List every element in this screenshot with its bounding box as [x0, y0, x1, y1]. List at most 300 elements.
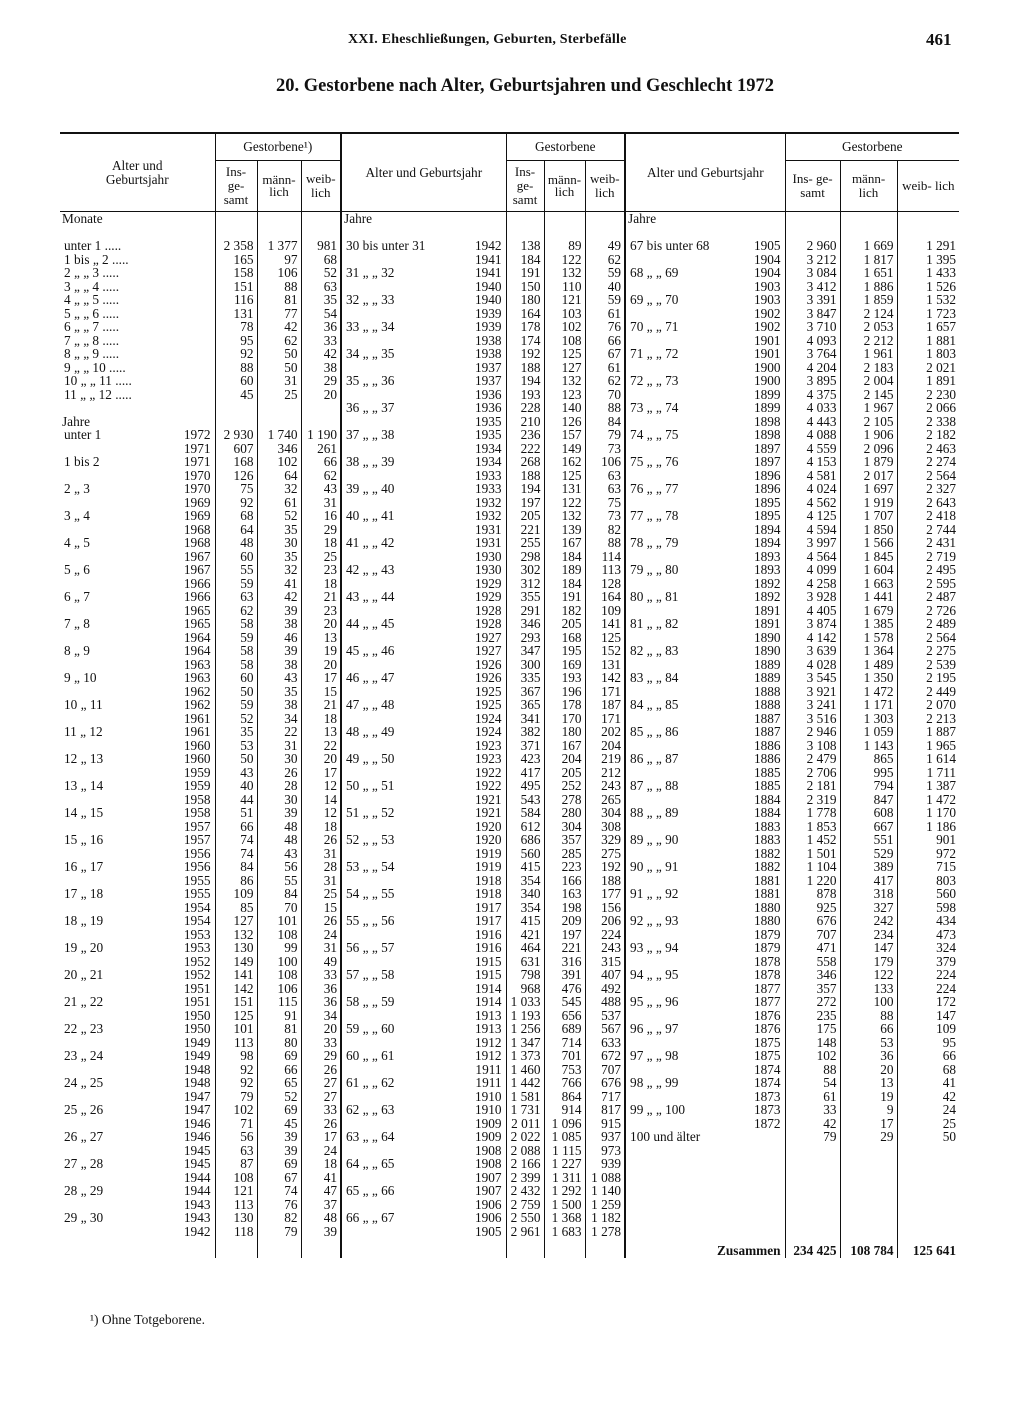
value-maennlich: 122 — [544, 253, 585, 267]
age-label — [625, 901, 740, 915]
value-weiblich: 2 418 — [897, 509, 959, 523]
age-label — [625, 1009, 740, 1023]
table-row — [60, 1049, 959, 1063]
value-maennlich: 1 697 — [840, 482, 897, 496]
value-weiblich: 243 — [585, 941, 625, 955]
age-label — [625, 442, 740, 456]
value-maennlich: 55 — [257, 874, 301, 888]
birth-year: 1937 — [474, 374, 502, 388]
birth-year: 1942 — [183, 1224, 211, 1238]
age-label — [341, 685, 461, 699]
value-weiblich: 31 — [301, 496, 341, 510]
value-weiblich: 1 182 — [585, 1211, 625, 1225]
value-weiblich: 20 — [301, 388, 341, 402]
birth-year: 1932 — [474, 509, 502, 523]
value-insgesamt: 543 — [506, 793, 544, 807]
value-weiblich: 2 463 — [897, 442, 959, 456]
value-insgesamt: 1 033 — [506, 995, 544, 1009]
age-label: 13 „ 14 — [64, 779, 104, 793]
value-insgesamt: 2 946 — [785, 725, 840, 739]
age-label: 7 „ 8 — [64, 617, 90, 631]
age-label — [60, 631, 165, 645]
birth-year: 1888 — [753, 698, 781, 712]
value-weiblich: 2 744 — [897, 523, 959, 537]
age-label — [60, 577, 165, 591]
birth-year: 1904 — [753, 252, 781, 266]
birth-year: 1934 — [474, 455, 502, 469]
value-weiblich: 567 — [585, 1022, 625, 1036]
value-insgesamt: 60 — [215, 550, 257, 564]
value-insgesamt: 2 930 — [215, 428, 257, 442]
value-insgesamt: 221 — [506, 523, 544, 537]
age-label — [60, 658, 165, 672]
birth-year: 1899 — [753, 387, 781, 401]
age-label: 73 „ „ 74 — [625, 401, 740, 415]
table-row — [60, 739, 959, 753]
value-maennlich: 43 — [257, 671, 301, 685]
value-weiblich: 42 — [301, 347, 341, 361]
birth-year: 1877 — [753, 995, 781, 1009]
value-insgesamt: 118 — [215, 1225, 257, 1239]
birth-year: 1922 — [474, 779, 502, 793]
value-weiblich: 171 — [585, 712, 625, 726]
value-weiblich: 1 472 — [897, 793, 959, 807]
birth-year: 1957 — [183, 833, 211, 847]
birth-year: 1893 — [753, 563, 781, 577]
value-weiblich: 473 — [897, 928, 959, 942]
birth-year: 1917 — [474, 914, 502, 928]
value-insgesamt: 59 — [215, 698, 257, 712]
value-maennlich: 2 004 — [840, 374, 897, 388]
table-row — [60, 307, 959, 321]
age-label — [625, 820, 740, 834]
value-maennlich: 1 311 — [544, 1171, 585, 1185]
value-maennlich: 189 — [544, 563, 585, 577]
value-weiblich: 18 — [301, 820, 341, 834]
value-maennlich: 278 — [544, 793, 585, 807]
value-weiblich: 2 431 — [897, 536, 959, 550]
value-insgesamt: 222 — [506, 442, 544, 456]
empty-cell — [840, 1144, 897, 1158]
value-weiblich: 70 — [585, 388, 625, 402]
value-weiblich: 62 — [301, 469, 341, 483]
age-label: 2 „ 3 — [64, 482, 90, 496]
value-insgesamt: 184 — [506, 253, 544, 267]
value-maennlich: 147 — [840, 941, 897, 955]
age-label: 48 „ „ 49 — [341, 725, 461, 739]
age-label: 91 „ „ 92 — [625, 887, 740, 901]
empty-cell — [785, 1171, 840, 1185]
value-maennlich: 167 — [544, 739, 585, 753]
value-maennlich: 794 — [840, 779, 897, 793]
value-insgesamt: 138 — [506, 239, 544, 253]
value-maennlich: 139 — [544, 523, 585, 537]
table-row — [60, 1198, 959, 1212]
birth-year: 1957 — [183, 819, 211, 833]
age-label — [60, 739, 165, 753]
birth-year: 1889 — [753, 671, 781, 685]
value-insgesamt: 235 — [785, 1009, 840, 1023]
value-weiblich: 17 — [301, 766, 341, 780]
birth-year: 1874 — [753, 1076, 781, 1090]
age-label — [625, 793, 740, 807]
value-weiblich: 329 — [585, 833, 625, 847]
value-insgesamt: 1 373 — [506, 1049, 544, 1063]
value-maennlich: 1 707 — [840, 509, 897, 523]
value-maennlich: 132 — [544, 509, 585, 523]
value-weiblich: 23 — [301, 604, 341, 618]
value-weiblich: 212 — [585, 766, 625, 780]
birth-year: 1893 — [753, 549, 781, 563]
empty-cell — [301, 226, 341, 240]
age-label — [625, 604, 740, 618]
birth-year: 1904 — [753, 266, 781, 280]
value-insgesamt: 2 759 — [506, 1198, 544, 1212]
value-weiblich: 1 711 — [897, 766, 959, 780]
value-weiblich: 141 — [585, 617, 625, 631]
value-weiblich: 68 — [897, 1063, 959, 1077]
value-insgesamt: 92 — [215, 496, 257, 510]
value-maennlich: 77 — [257, 307, 301, 321]
table-row — [60, 1144, 959, 1158]
birth-year: 1897 — [753, 455, 781, 469]
value-weiblich: 88 — [585, 536, 625, 550]
value-insgesamt: 33 — [785, 1103, 840, 1117]
value-weiblich: 15 — [301, 685, 341, 699]
age-label: 3 „ „ 4 ..... — [64, 279, 120, 293]
table-row — [60, 590, 959, 604]
birth-year: 1921 — [474, 806, 502, 820]
birth-year: 1885 — [753, 779, 781, 793]
birth-year: 1929 — [474, 576, 502, 590]
empty-cell — [461, 1238, 506, 1258]
value-insgesamt: 4 033 — [785, 401, 840, 415]
value-insgesamt: 4 204 — [785, 361, 840, 375]
age-label: 64 „ „ 65 — [341, 1157, 461, 1171]
table-row — [60, 482, 959, 496]
birth-year: 1910 — [474, 1089, 502, 1103]
age-label: 45 „ „ 46 — [341, 644, 461, 658]
value-insgesamt: 88 — [785, 1063, 840, 1077]
value-maennlich: 110 — [544, 280, 585, 294]
empty-cell — [625, 1225, 740, 1239]
age-label — [60, 1171, 165, 1185]
value-insgesamt: 3 764 — [785, 347, 840, 361]
value-maennlich: 106 — [257, 266, 301, 280]
birth-year: 1924 — [474, 711, 502, 725]
birth-year: 1950 — [183, 1008, 211, 1022]
value-maennlich: 327 — [840, 901, 897, 915]
value-weiblich: 50 — [897, 1130, 959, 1144]
value-maennlich: 34 — [257, 712, 301, 726]
value-insgesamt: 180 — [506, 293, 544, 307]
value-maennlich: 1 377 — [257, 239, 301, 253]
value-maennlich: 608 — [840, 806, 897, 820]
birth-year: 1872 — [753, 1116, 781, 1130]
total-weiblich: 125 641 — [897, 1238, 959, 1258]
col-header-gestorbene-3: Gestorbene — [785, 133, 959, 161]
value-weiblich: 2 182 — [897, 428, 959, 442]
table-row — [60, 914, 959, 928]
value-maennlich: 43 — [257, 847, 301, 861]
value-maennlich: 52 — [257, 509, 301, 523]
value-maennlich: 205 — [544, 617, 585, 631]
value-maennlich: 714 — [544, 1036, 585, 1050]
birth-year: 1933 — [474, 482, 502, 496]
birth-year: 1938 — [474, 347, 502, 361]
value-weiblich: 379 — [897, 955, 959, 969]
value-weiblich: 2 595 — [897, 577, 959, 591]
value-insgesamt: 92 — [215, 1076, 257, 1090]
birth-year: 1928 — [474, 603, 502, 617]
birth-year: 1900 — [753, 360, 781, 374]
value-maennlich: 32 — [257, 563, 301, 577]
value-insgesamt: 58 — [215, 617, 257, 631]
age-label: 88 „ „ 89 — [625, 806, 740, 820]
value-insgesamt: 415 — [506, 914, 544, 928]
age-label — [341, 523, 461, 537]
value-insgesamt: 2 432 — [506, 1184, 544, 1198]
value-insgesamt: 164 — [506, 307, 544, 321]
value-maennlich: 1 961 — [840, 347, 897, 361]
birth-year: 1921 — [474, 792, 502, 806]
value-maennlich: 28 — [257, 779, 301, 793]
value-insgesamt: 79 — [785, 1130, 840, 1144]
empty-cell — [506, 226, 544, 240]
birth-year: 1962 — [183, 684, 211, 698]
value-insgesamt: 188 — [506, 361, 544, 375]
value-maennlich: 1 489 — [840, 658, 897, 672]
value-insgesamt: 3 084 — [785, 266, 840, 280]
table-row — [60, 1036, 959, 1050]
age-label: 93 „ „ 94 — [625, 941, 740, 955]
value-insgesamt: 3 847 — [785, 307, 840, 321]
value-insgesamt: 3 545 — [785, 671, 840, 685]
value-weiblich: 243 — [585, 779, 625, 793]
value-weiblich: 31 — [301, 941, 341, 955]
age-label: 78 „ „ 79 — [625, 536, 740, 550]
age-label: 18 „ 19 — [64, 914, 104, 928]
age-label: 98 „ „ 99 — [625, 1076, 740, 1090]
value-maennlich: 197 — [544, 928, 585, 942]
value-maennlich: 1 919 — [840, 496, 897, 510]
birth-year: 1878 — [753, 968, 781, 982]
col-header-alter-3: Alter und Geburtsjahr — [625, 133, 785, 212]
value-weiblich: 2 070 — [897, 698, 959, 712]
value-weiblich: 63 — [585, 482, 625, 496]
table-row — [60, 1130, 959, 1144]
value-weiblich: 901 — [897, 833, 959, 847]
birth-year: 1907 — [474, 1170, 502, 1184]
value-insgesamt: 108 — [215, 1171, 257, 1185]
value-insgesamt: 109 — [215, 887, 257, 901]
value-insgesamt: 1 581 — [506, 1090, 544, 1104]
age-label: 71 „ „ 72 — [625, 347, 740, 361]
empty-cell — [785, 226, 840, 240]
table-row — [60, 874, 959, 888]
value-maennlich: 1 879 — [840, 455, 897, 469]
value-maennlich: 35 — [257, 685, 301, 699]
birth-year: 1906 — [474, 1197, 502, 1211]
birth-year: 1920 — [474, 833, 502, 847]
birth-year — [165, 334, 215, 348]
age-label: unter 1 — [64, 428, 102, 442]
table-row — [60, 374, 959, 388]
birth-year: 1914 — [474, 995, 502, 1009]
value-insgesamt: 4 142 — [785, 631, 840, 645]
value-weiblich: 560 — [897, 887, 959, 901]
value-maennlich: 476 — [544, 982, 585, 996]
empty-cell — [625, 226, 740, 240]
age-label — [60, 442, 165, 456]
birth-year: 1907 — [474, 1184, 502, 1198]
value-maennlich: 182 — [544, 604, 585, 618]
value-weiblich: 265 — [585, 793, 625, 807]
value-maennlich: 178 — [544, 698, 585, 712]
birth-year: 1972 — [183, 428, 211, 442]
value-weiblich: 66 — [301, 455, 341, 469]
value-insgesamt: 417 — [506, 766, 544, 780]
value-maennlich: 170 — [544, 712, 585, 726]
birth-year: 1925 — [474, 698, 502, 712]
value-insgesamt: 300 — [506, 658, 544, 672]
value-insgesamt: 113 — [215, 1036, 257, 1050]
value-insgesamt: 560 — [506, 847, 544, 861]
value-maennlich: 100 — [840, 995, 897, 1009]
birth-year: 1875 — [753, 1049, 781, 1063]
value-maennlich: 9 — [840, 1103, 897, 1117]
value-maennlich: 242 — [840, 914, 897, 928]
age-label: 17 „ 18 — [64, 887, 104, 901]
age-label — [341, 793, 461, 807]
birth-year: 1930 — [474, 563, 502, 577]
value-maennlich: 1 292 — [544, 1184, 585, 1198]
empty-cell — [585, 212, 625, 226]
table-row — [60, 955, 959, 969]
value-maennlich: 193 — [544, 671, 585, 685]
birth-year: 1890 — [753, 644, 781, 658]
value-insgesamt: 357 — [785, 982, 840, 996]
value-maennlich: 13 — [840, 1076, 897, 1090]
value-maennlich: 2 145 — [840, 388, 897, 402]
value-maennlich: 50 — [257, 361, 301, 375]
birth-year: 1958 — [183, 792, 211, 806]
empty-cell — [897, 1211, 959, 1225]
empty-cell — [544, 226, 585, 240]
value-maennlich: 1 364 — [840, 644, 897, 658]
table-row — [60, 995, 959, 1009]
value-maennlich: 1 679 — [840, 604, 897, 618]
empty-cell — [897, 226, 959, 240]
age-label — [625, 577, 740, 591]
value-maennlich: 1 817 — [840, 253, 897, 267]
age-label: 62 „ „ 63 — [341, 1103, 461, 1117]
birth-year: 1916 — [474, 927, 502, 941]
age-label — [60, 928, 165, 942]
value-insgesamt: 60 — [215, 374, 257, 388]
birth-year: 1966 — [183, 590, 211, 604]
value-maennlich: 39 — [257, 1144, 301, 1158]
col-header-maennlich-2: männ- lich — [544, 161, 585, 212]
birth-year — [165, 320, 215, 334]
value-insgesamt: 4 125 — [785, 509, 840, 523]
age-label: 59 „ „ 60 — [341, 1022, 461, 1036]
value-insgesamt: 84 — [215, 860, 257, 874]
table-row — [60, 941, 959, 955]
birth-year: 1965 — [183, 617, 211, 631]
age-label: 8 „ 9 — [64, 644, 90, 658]
age-label: 97 „ „ 98 — [625, 1049, 740, 1063]
empty-cell — [301, 401, 341, 415]
value-maennlich: 65 — [257, 1076, 301, 1090]
value-insgesamt: 298 — [506, 550, 544, 564]
age-label — [60, 1009, 165, 1023]
footnote: ¹) Ohne Totgeborene. — [90, 1312, 205, 1327]
table-row — [60, 968, 959, 982]
value-maennlich: 140 — [544, 401, 585, 415]
empty-cell — [544, 212, 585, 226]
value-weiblich: 488 — [585, 995, 625, 1009]
empty-cell — [897, 1184, 959, 1198]
empty-cell — [897, 1157, 959, 1171]
value-weiblich: 1 532 — [897, 293, 959, 307]
value-maennlich: 19 — [840, 1090, 897, 1104]
age-label: 9 „ „ 10 ..... — [64, 360, 126, 374]
empty-cell — [740, 1157, 785, 1171]
value-insgesamt: 191 — [506, 266, 544, 280]
age-label: 63 „ „ 64 — [341, 1130, 461, 1144]
value-weiblich: 18 — [301, 712, 341, 726]
empty-cell — [165, 1238, 215, 1258]
age-label — [625, 550, 740, 564]
table-row — [60, 1009, 959, 1023]
birth-year: 1936 — [474, 401, 502, 415]
value-weiblich: 33 — [301, 1036, 341, 1050]
table-row — [60, 779, 959, 793]
age-label — [341, 361, 461, 375]
age-label: 42 „ „ 43 — [341, 563, 461, 577]
age-label: 96 „ „ 97 — [625, 1022, 740, 1036]
age-label: 34 „ „ 35 — [341, 347, 461, 361]
age-label — [341, 1117, 461, 1131]
value-insgesamt: 4 258 — [785, 577, 840, 591]
value-maennlich: 847 — [840, 793, 897, 807]
value-insgesamt: 56 — [215, 1130, 257, 1144]
birth-year: 1923 — [474, 752, 502, 766]
birth-year: 1956 — [183, 860, 211, 874]
value-weiblich: 1 140 — [585, 1184, 625, 1198]
empty-cell — [215, 1238, 257, 1258]
empty-cell — [544, 1238, 585, 1258]
age-label — [625, 469, 740, 483]
age-label — [341, 550, 461, 564]
value-weiblich: 38 — [301, 361, 341, 375]
table-row — [60, 509, 959, 523]
value-insgesamt: 74 — [215, 847, 257, 861]
value-insgesamt: 3 895 — [785, 374, 840, 388]
age-label — [341, 955, 461, 969]
age-label: 39 „ „ 40 — [341, 482, 461, 496]
age-label — [341, 631, 461, 645]
value-maennlich: 205 — [544, 766, 585, 780]
value-weiblich: 59 — [585, 266, 625, 280]
empty-cell — [257, 1238, 301, 1258]
age-label: 32 „ „ 33 — [341, 293, 461, 307]
value-insgesamt: 88 — [215, 361, 257, 375]
value-maennlich: 1 472 — [840, 685, 897, 699]
age-label — [341, 577, 461, 591]
col-header-maennlich-1: männ- lich — [257, 161, 301, 212]
